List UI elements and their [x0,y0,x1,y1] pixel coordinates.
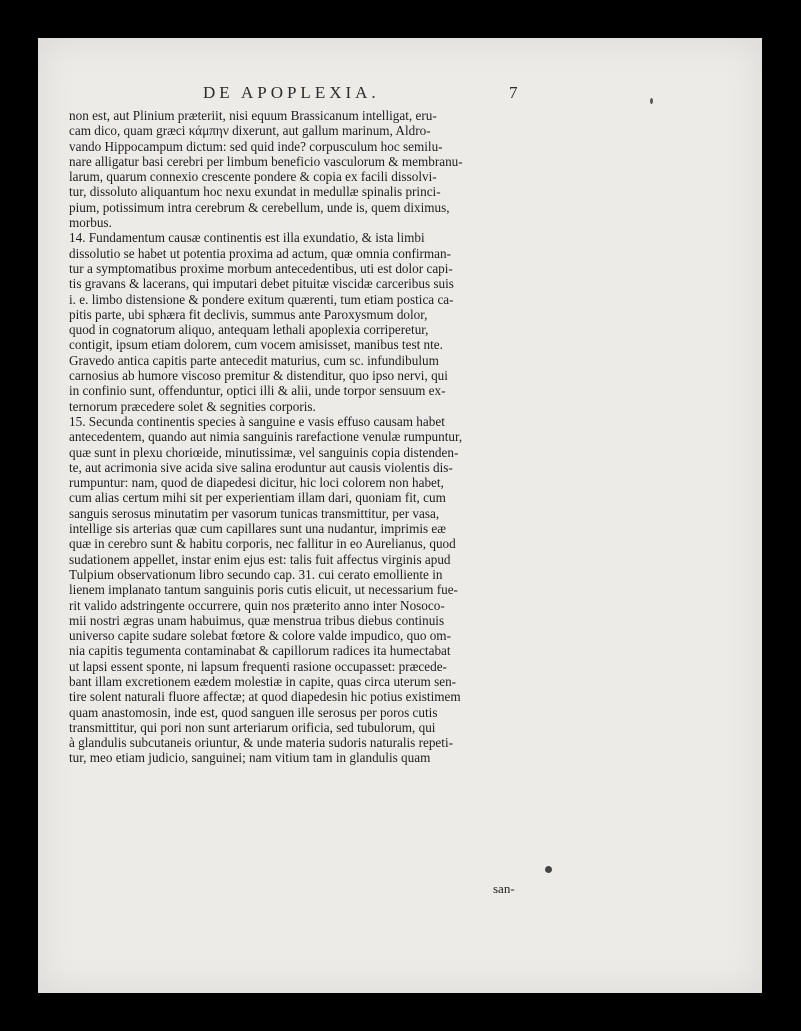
catchword: san- [493,881,515,896]
text-line: tur, dissoluto aliquantum hoc nexu exundat in medullæ spinalis princi- [69,184,441,200]
text-line: tis gravans & lacerans, qui imputari debet pituitæ viscidæ carceribus suis [69,276,454,292]
text-line: contigit, ipsum etiam dolorem, cum vocem amisisset, manibus test nte. [69,337,443,353]
text-line: cam dico, quam græci κάμπην dixerunt, aut gallum marinum, Aldro- [69,123,431,139]
text-line: Gravedo antica capitis parte antecedit maturius, cum sc. infundibulum [69,352,439,368]
text-line: morbus. [69,215,112,231]
text-line: in confinio sunt, offenduntur, optici illi & alii, unde torpor sensuum ex- [69,383,446,399]
text-line: dissolutio se habet ut potentia proxima ad actum, quæ omnia confirman- [69,245,451,261]
running-title: DE APOPLEXIA. [203,83,380,102]
text-line: larum, quarum connexio crescente pondere & copia ex facili dissolvi- [69,169,437,185]
page-header [38,83,762,107]
text-line: pitis parte, ubi sphæra fit declivis, summus ante Paroxysmum dolor, [69,306,428,322]
text-line: te, aut acrimonia sive acida sive salina eroduntur aut causis violentis dis- [69,459,453,475]
text-line: quam anastomosin, inde est, quod sanguen ille serosus per poros cutis [69,704,438,720]
paper-speck [545,866,552,873]
text-line: cum alias certum mihi sit per experientiam illam dari, quoniam fit, cum [69,490,446,506]
text-line: 14. Fundamentum causæ continentis est illa exundatio, & ista limbi [69,230,425,246]
text-line: quæ in cerebro sunt & habitu corporis, nec fallitur in eo Aurelianus, quod [69,536,456,552]
text-line: quod in cognatorum aliquo, antequam lethali apoplexia corriperetur, [69,322,429,338]
text-line: rumpuntur: nam, quod de diapedesi dicitur, hic loci colorem non habet, [69,475,444,491]
text-line: quæ sunt in plexu choriœide, minutissimæ, vel sanguinis copia distenden- [69,444,459,460]
text-line: carnosius ab humore viscoso premitur & distenditur, quo ipso nervi, qui [69,368,448,384]
text-line: 15. Secunda continentis species à sanguine e vasis effuso causam habet [69,413,445,429]
text-line: rit valido adstringente occurrere, quin nos præterito anno inter Nosoco- [69,597,445,613]
text-line: Tulpium observationum libro secundo cap. 31. cui cerato emolliente in [69,566,443,582]
text-line: lienem implanato tantum sanguinis poris cutis elicuit, ut necessarium fue- [69,582,458,598]
text-line: à glandulis subcutaneis oriuntur, & unde materia sudoris naturalis repeti- [69,735,454,751]
document-page [38,38,762,993]
text-line: nare alligatur basi cerebri per limbum beneficio vasculorum & membranu- [69,153,463,169]
paper-speck [650,98,653,104]
page-number: 7 [509,83,518,102]
text-line: tire solent naturali fluore affectæ; at quod diapedesin hic potius existimem [69,689,461,705]
text-line: bant illam excretionem eædem molestiæ in capite, quas circa uterum sen- [69,673,457,689]
text-line: tur, meo etiam judicio, sanguinei; nam vitium tam in glandulis quam [69,750,431,766]
text-line: sanguis serosus minutatim per vasorum tunicas transmittitur, per vasa, [69,505,440,521]
text-line: non est, aut Plinium præteriit, nisi equum Brassicanum intelligat, eru- [69,108,437,123]
body-text [69,108,524,766]
text-line: tur a symptomatibus proxime morbum antecedentibus, uti est dolor capi- [69,260,453,276]
text-line: sudationem appellet, instar enim ejus est: talis fuit affectus virginis apud [69,551,451,567]
text-line: i. e. limbo distensione & pondere exitum quærenti, tum etiam postica ca- [69,291,454,307]
text-line: antecedentem, quando aut nimia sanguinis rarefactione venulæ rumpuntur, [69,429,463,445]
text-line: universo capite sudare solebat fœtore & colore valde impudico, quo om- [69,628,451,644]
text-line: intellige sis arterias quæ cum capillares sunt una nudantur, imprimis eæ [69,521,447,537]
text-line: nia capitis tegumenta contaminabat & capillorum radices ita humectabat [69,643,451,659]
text-line: ternorum præcedere solet & segnities corporis. [69,398,316,414]
text-line: mii nostri ægras unam habuimus, quæ menstrua tribus diebus continuis [69,612,445,628]
text-line: vando Hippocampum dictum: sed quid inde? corpusculum hoc semilu- [69,138,443,154]
text-line: ut lapsi essent sponte, ni lapsum frequenti rasione occupasset: præcede- [69,658,447,674]
text-line: pium, potissimum intra cerebrum & cerebellum, unde is, quem diximus, [69,199,450,215]
text-line: transmittitur, qui pori non sunt arteriarum orificia, sed tubulorum, qui [69,719,436,735]
